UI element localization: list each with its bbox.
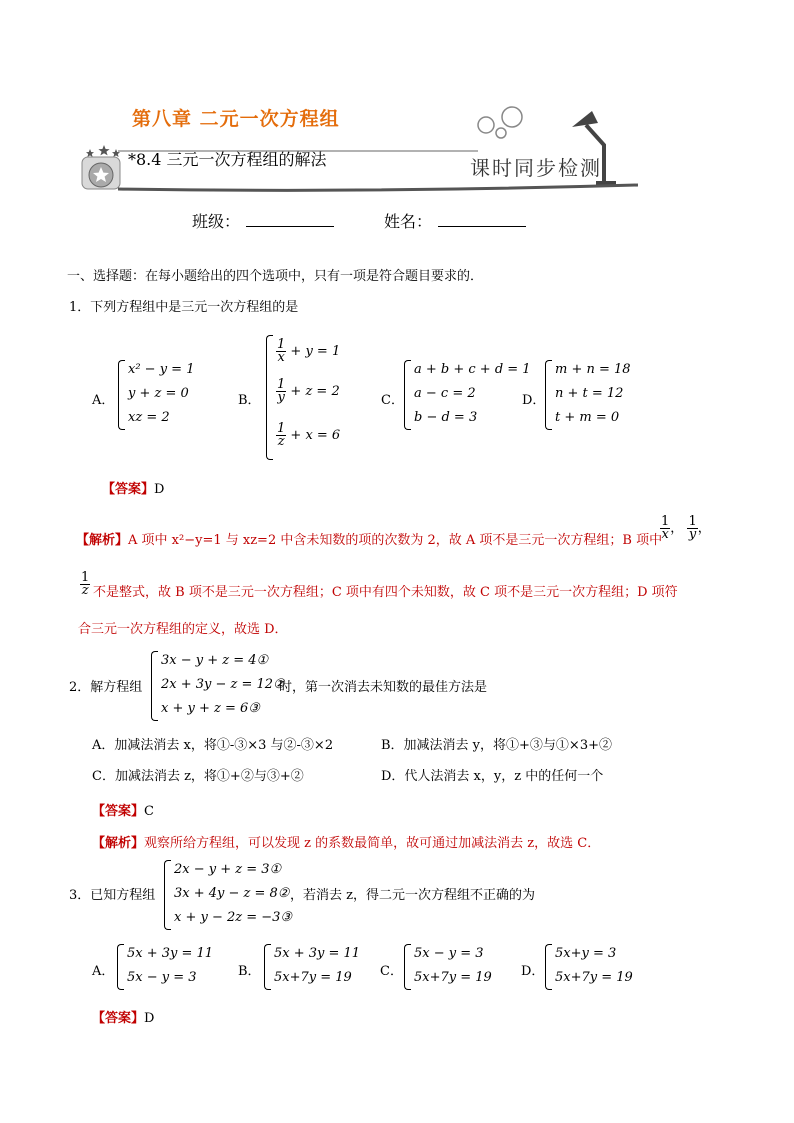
- q2-option-a: A．加减法消去 x，将①-③×3 与②-③×2: [92, 738, 334, 753]
- q3-option-d-system: [545, 944, 645, 990]
- q3-system: [164, 860, 294, 930]
- q2-stem-pre: 2．解方程组: [69, 680, 143, 695]
- q1-stem: 1．下列方程组中是三元一次方程组的是: [69, 300, 299, 315]
- q3-b-eq1: 5x + 3y = 11: [274, 946, 361, 961]
- q1-d-eq3: t + m = 0: [555, 410, 620, 425]
- q2-eq2: 2x + 3y − z = 12②: [161, 677, 285, 692]
- q3-stem-pre: 3．已知方程组: [69, 888, 156, 903]
- q1-option-c-system: [404, 360, 531, 430]
- chapter-title: 第八章 二元一次方程组: [132, 108, 340, 130]
- q2-stem-post: 时，第一次消去未知数的最佳方法是: [279, 680, 488, 695]
- q3-option-a-system: [117, 944, 217, 990]
- q3-option-b-label: B．: [238, 964, 261, 979]
- q1-expl-fractions: $\frac{1}{x}$ ， $\frac{1}{y}$ ，: [661, 514, 711, 542]
- q3-option-c-label: C．: [380, 964, 403, 979]
- q1-c-eq1: a + b + c + d = 1: [414, 362, 531, 377]
- name-blank[interactable]: [438, 212, 526, 227]
- q1-answer: 【答案】D: [102, 482, 165, 497]
- q3-eq3: x + y − 2z = −3③: [174, 910, 293, 925]
- q1-b-eq2: $\frac{1}{y}$ + z = 2: [277, 377, 340, 405]
- q1-a-eq1: x² − y = 1: [128, 362, 195, 377]
- q3-c-eq1: 5x − y = 3: [414, 946, 484, 961]
- q3-d-eq2: 5x+7y = 19: [555, 970, 633, 985]
- q3-option-b-system: [264, 944, 364, 990]
- q1-c-eq2: a − c = 2: [414, 386, 476, 401]
- q3-option-c-system: [404, 944, 504, 990]
- q1-b-eq1: $\frac{1}{x}$ + y = 1: [277, 337, 341, 365]
- class-field: [192, 209, 334, 232]
- q3-stem-post: ，若消去 z，得二元一次方程组不正确的为: [290, 888, 535, 903]
- q1-d-eq1: m + n = 18: [555, 362, 631, 377]
- q2-explanation: 【解析】观察所给方程组，可以发现 z 的系数最简单，故可通过加减法消去 z，故选 C．: [92, 836, 601, 851]
- q1-option-d-label: D．: [522, 393, 546, 408]
- class-blank[interactable]: [246, 212, 334, 227]
- q2-option-b: B．加减法消去 y，将①+③与①×3+②: [381, 738, 612, 753]
- name-label: 姓名：: [384, 212, 433, 231]
- q1-option-c-label: C．: [381, 393, 404, 408]
- q3-eq1: 2x − y + z = 3①: [174, 862, 282, 877]
- name-field: [384, 209, 526, 232]
- q3-eq2: 3x + 4y − z = 8②: [174, 886, 290, 901]
- q1-option-a-system: [118, 360, 198, 430]
- q1-option-a-label: A．: [92, 393, 115, 408]
- q3-a-eq1: 5x + 3y = 11: [127, 946, 214, 961]
- q2-system: [151, 651, 285, 721]
- q1-explanation-line3: 合三元一次方程组的定义，故选 D．: [78, 622, 288, 637]
- q3-d-eq1: 5x+y = 3: [555, 946, 617, 961]
- section-instruction: 一、选择题：在每小题给出的四个选项中，只有一项是符合题目要求的．: [67, 269, 484, 284]
- q1-expl-frac-z: $\frac{1}{z}$: [81, 570, 90, 598]
- q2-option-d: D．代人法消去 x，y，z 中的任何一个: [381, 769, 604, 784]
- q1-a-eq3: xz = 2: [128, 410, 170, 425]
- q2-eq1: 3x − y + z = 4①: [161, 653, 269, 668]
- q1-a-eq2: y + z = 0: [128, 386, 189, 401]
- q1-option-b-system: [266, 335, 346, 460]
- q3-a-eq2: 5x − y = 3: [127, 970, 197, 985]
- q2-option-c: C．加减法消去 z，将①+②与③+②: [92, 769, 304, 784]
- q1-option-b-label: B．: [238, 393, 261, 408]
- q1-explanation-line1: 【解析】A 项中 x²−y=1 与 xz=2 中含未知数的项的次数为 2，故 A 项不是三元一次方程组；B 项中: [76, 533, 663, 548]
- q3-option-a-label: A．: [92, 964, 115, 979]
- worksheet-tag: 课时同步检测: [470, 156, 602, 180]
- q3-b-eq2: 5x+7y = 19: [274, 970, 352, 985]
- q2-eq3: x + y + z = 6③: [161, 701, 260, 716]
- class-label: 班级：: [192, 212, 241, 231]
- q1-explanation-line2: 不是整式，故 B 项不是三元一次方程组；C 项中有四个未知数，故 C 项不是三元一次方程组；D 项符: [93, 585, 678, 600]
- section-title: *8.4 三元一次方程组的解法: [128, 150, 327, 169]
- q1-option-d-system: [545, 360, 635, 430]
- q3-c-eq2: 5x+7y = 19: [414, 970, 492, 985]
- q1-c-eq3: b − d = 3: [414, 410, 478, 425]
- q1-b-eq3: $\frac{1}{z}$ + x = 6: [277, 421, 341, 449]
- q3-answer: 【答案】D: [92, 1011, 155, 1026]
- q2-answer: 【答案】C: [92, 804, 154, 819]
- q3-option-d-label: D．: [521, 964, 545, 979]
- q1-d-eq2: n + t = 12: [555, 386, 624, 401]
